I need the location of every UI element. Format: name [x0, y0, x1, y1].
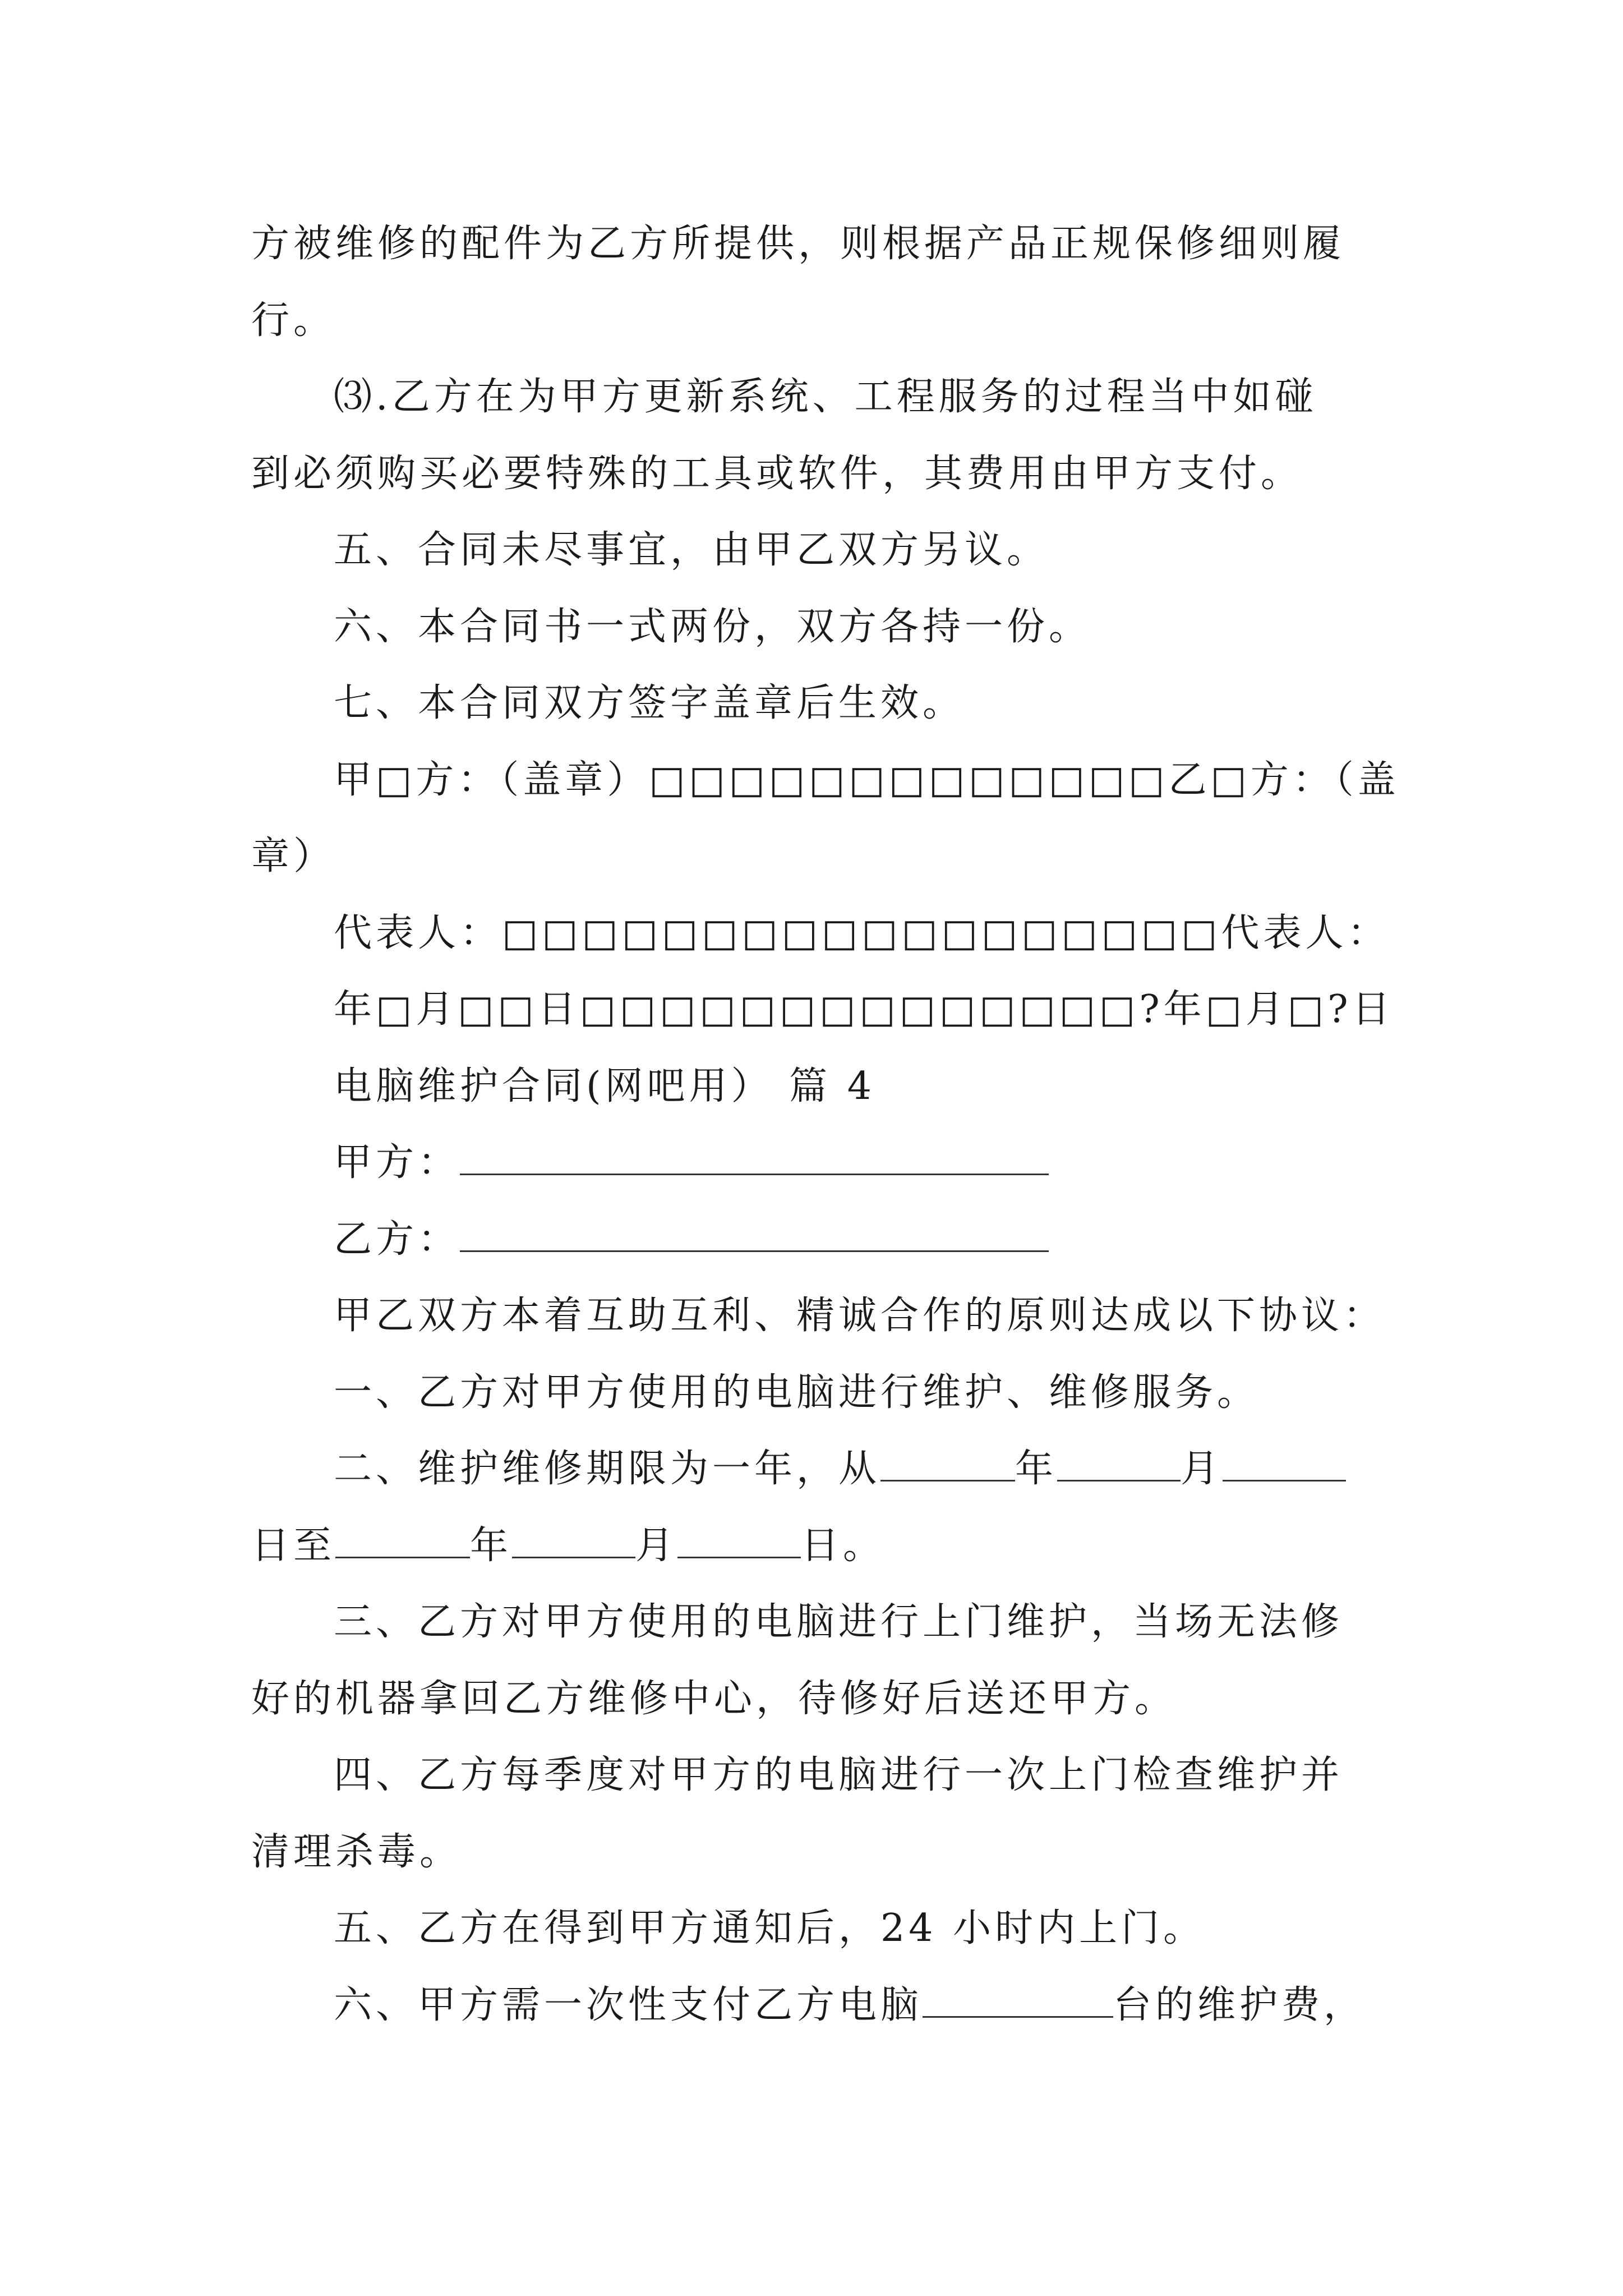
clause-line: 五、合同未尽事宜，由甲乙双方另议。 [334, 528, 1049, 572]
paragraph-line: 方被维修的配件为乙方所提供，则根据产品正规保修细则履 [251, 222, 1345, 266]
fee-text-end: 台的维护费， [1113, 1983, 1366, 2027]
month-label: 月 [1181, 1447, 1223, 1491]
signature-line: 甲□方：（盖章）□□□□□□□□□□□□□乙□方：（盖 [334, 758, 1400, 802]
fee-line [334, 1972, 1366, 2039]
day-to-label: 日至 [251, 1524, 336, 1568]
paragraph-line: 行。 [251, 298, 336, 343]
start-month-blank [1057, 1446, 1181, 1481]
start-year-blank [880, 1446, 1015, 1481]
agreement-intro: 甲乙双方本着互助互利、精诚合作的原则达成以下协议： [334, 1294, 1386, 1338]
paragraph-line: 清理杀毒。 [251, 1830, 462, 1874]
paragraph-line: 三、乙方对甲方使用的电脑进行上门维护，当场无法修 [334, 1600, 1344, 1644]
end-day-blank [677, 1523, 801, 1558]
clause-line: 一、乙方对甲方使用的电脑进行维护、维修服务。 [334, 1370, 1260, 1415]
paragraph-line: 好的机器拿回乙方维修中心，待修好后送还甲方。 [251, 1677, 1177, 1721]
year-label: 年 [1015, 1447, 1058, 1491]
term-line [334, 1435, 1346, 1503]
clause-line: 七、本合同双方签字盖章后生效。 [334, 681, 965, 725]
date-line: 年□月□□日□□□□□□□□□□□□□□?年□月□?日 [334, 987, 1394, 1032]
year-label: 年 [470, 1524, 513, 1568]
paragraph-line: 四、乙方每季度对甲方的电脑进行一次上门检查维护并 [334, 1753, 1344, 1797]
party-a-blank [460, 1140, 1049, 1175]
end-year-blank [335, 1523, 470, 1558]
party-b-blank [460, 1217, 1049, 1252]
representative-line: 代表人：□□□□□□□□□□□□□□□□□□代表人： [334, 911, 1390, 955]
term-text: 二、维护维修期限为一年，从 [334, 1447, 881, 1491]
section-title: 电脑维护合同(网吧用） 篇 4 [334, 1064, 876, 1108]
fee-text: 六、甲方需一次性支付乙方电脑 [334, 1983, 923, 2027]
month-label: 月 [635, 1524, 678, 1568]
party-b-line [334, 1206, 1049, 1273]
party-a-line [334, 1129, 1049, 1197]
computer-count-blank [923, 1982, 1113, 2018]
paragraph-line: 到必须购买必要特殊的工具或软件，其费用由甲方支付。 [251, 452, 1303, 496]
term-line-end [251, 1512, 885, 1580]
party-b-label: 乙方： [334, 1217, 460, 1262]
paragraph-line: ⑶.乙方在为甲方更新系统、工程服务的过程当中如碰 [334, 375, 1317, 419]
end-month-blank [512, 1523, 635, 1558]
day-end-label: 日。 [801, 1524, 886, 1568]
clause-line: 六、本合同书一式两份，双方各持一份。 [334, 605, 1091, 649]
signature-line: 章） [251, 834, 336, 878]
party-a-label: 甲方： [334, 1140, 460, 1185]
start-day-blank [1223, 1446, 1346, 1481]
clause-line: 五、乙方在得到甲方通知后，24 小时内上门。 [334, 1906, 1206, 1950]
